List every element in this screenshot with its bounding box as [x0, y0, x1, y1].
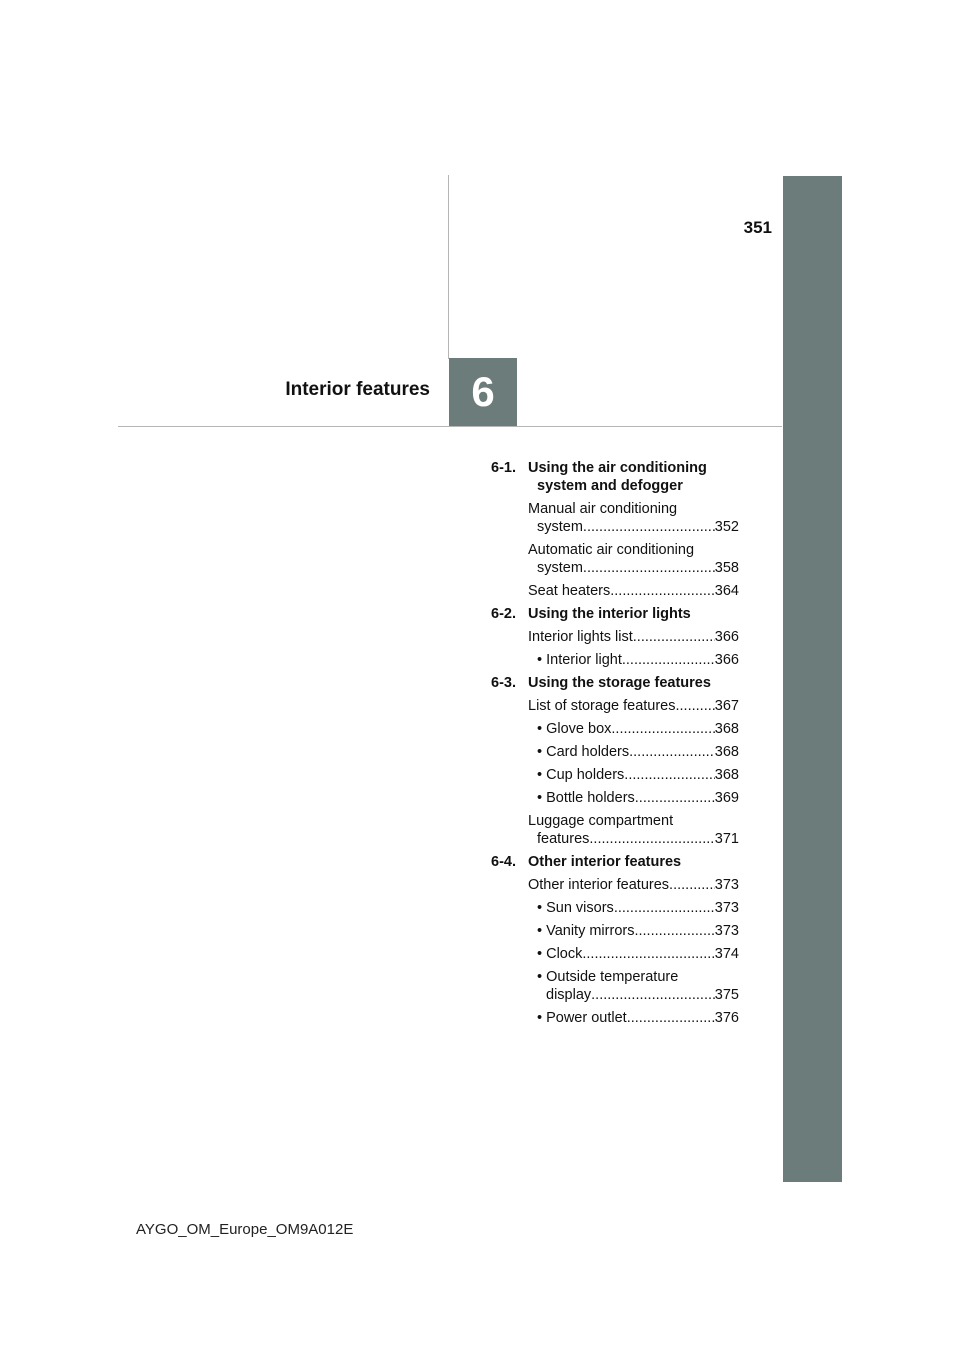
toc-page-ref: 364 — [714, 583, 739, 599]
toc-entry-interior-lights-list[interactable] — [491, 628, 739, 646]
toc-page-ref: 374 — [714, 946, 739, 962]
toc-section-6-2[interactable] — [491, 605, 739, 623]
toc-entry-title: • Vanity mirrors — [537, 923, 635, 939]
toc-entry-title: Seat heaters — [528, 583, 611, 599]
toc-entry-seat-heaters[interactable] — [491, 582, 739, 600]
toc-entry-bottle-holders[interactable] — [491, 789, 739, 807]
toc-entry-title: • Card holders — [537, 744, 630, 760]
toc-page-ref: 368 — [714, 744, 739, 760]
toc-page-ref: 369 — [714, 790, 739, 806]
toc-entry-title: Luggage compartment — [528, 813, 674, 829]
toc-entry-title: Manual air conditioning — [528, 501, 678, 517]
toc-page-ref: 375 — [714, 987, 739, 1003]
toc-page-ref: 367 — [714, 698, 739, 714]
toc-page-ref: 368 — [714, 767, 739, 783]
toc-page-ref: 368 — [714, 721, 739, 737]
vertical-divider — [448, 175, 449, 359]
toc-entry-title: Automatic air conditioning — [528, 542, 695, 558]
toc-entry-title: • Cup holders — [537, 767, 625, 783]
toc-entry-power-outlet[interactable] — [491, 1009, 739, 1027]
toc-entry-clock[interactable] — [491, 945, 739, 963]
toc-entry-title: • Clock — [537, 946, 583, 962]
toc-section-title-line1: Using the air conditioning — [528, 460, 707, 476]
toc-page-ref: 366 — [714, 629, 739, 645]
toc-section-number: 6-2. — [491, 606, 516, 622]
toc-entry-vanity-mirrors[interactable] — [491, 922, 739, 940]
toc-entry-title: • Power outlet — [537, 1010, 627, 1026]
horizontal-divider — [118, 426, 782, 427]
toc-entry-title-cont: features — [537, 831, 590, 847]
toc-entry-outside-temperature[interactable] — [491, 968, 739, 1004]
toc-page-ref: 366 — [714, 652, 739, 668]
toc-entry-sun-visors[interactable] — [491, 899, 739, 917]
toc-page-ref: 373 — [714, 900, 739, 916]
toc-page-ref: 358 — [714, 560, 739, 576]
toc-section-number: 6-3. — [491, 675, 516, 691]
toc-section-title: Using the storage features — [528, 675, 711, 691]
toc-entry-automatic-ac[interactable] — [491, 541, 739, 577]
toc-section-6-3[interactable] — [491, 674, 739, 692]
toc-section-number: 6-1. — [491, 460, 516, 476]
toc-entry-title-cont: display — [546, 987, 592, 1003]
toc-section-number: 6-4. — [491, 854, 516, 870]
toc-entry-interior-light[interactable] — [491, 651, 739, 669]
toc-section-6-4[interactable] — [491, 853, 739, 871]
toc-entry-title: List of storage features — [528, 698, 676, 714]
toc-entry-title-cont: system — [537, 560, 583, 576]
document-footer-code: AYGO_OM_Europe_OM9A012E — [136, 1221, 354, 1238]
toc-entry-title: Interior lights list — [528, 629, 633, 645]
toc-page-ref: 371 — [714, 831, 739, 847]
toc-entry-title: • Sun visors — [537, 900, 614, 916]
toc-entry-card-holders[interactable] — [491, 743, 739, 761]
toc-entry-title-cont: system — [537, 519, 583, 535]
toc-page-ref: 352 — [714, 519, 739, 535]
toc-entry-glove-box[interactable] — [491, 720, 739, 738]
toc-section-title: Other interior features — [528, 854, 682, 870]
chapter-side-tab — [783, 176, 842, 1182]
toc-entry-cup-holders[interactable] — [491, 766, 739, 784]
toc-entry-title: Other interior features — [528, 877, 670, 893]
toc-section-6-1[interactable] — [491, 459, 739, 495]
toc-section-title: Using the interior lights — [528, 606, 691, 622]
toc-entry-manual-ac[interactable] — [491, 500, 739, 536]
toc-section-title-line2: system and defogger — [537, 478, 683, 494]
toc-entry-title: • Interior light — [537, 652, 622, 668]
toc-entry-title: • Glove box — [537, 721, 612, 737]
chapter-number-box: 6 — [449, 358, 517, 426]
toc-entry-other-interior-features[interactable] — [491, 876, 739, 894]
page-number: 351 — [743, 218, 772, 237]
toc-page-ref: 376 — [714, 1010, 739, 1026]
table-of-contents — [491, 459, 739, 1032]
toc-entry-storage-list[interactable] — [491, 697, 739, 715]
toc-entry-title: • Bottle holders — [537, 790, 635, 806]
toc-entry-luggage-compartment[interactable] — [491, 812, 739, 848]
toc-section-title — [528, 459, 739, 495]
toc-page-ref: 373 — [714, 923, 739, 939]
chapter-title: Interior features — [285, 379, 430, 400]
toc-page-ref: 373 — [714, 877, 739, 893]
toc-entry-title: • Outside temperature — [537, 969, 679, 985]
